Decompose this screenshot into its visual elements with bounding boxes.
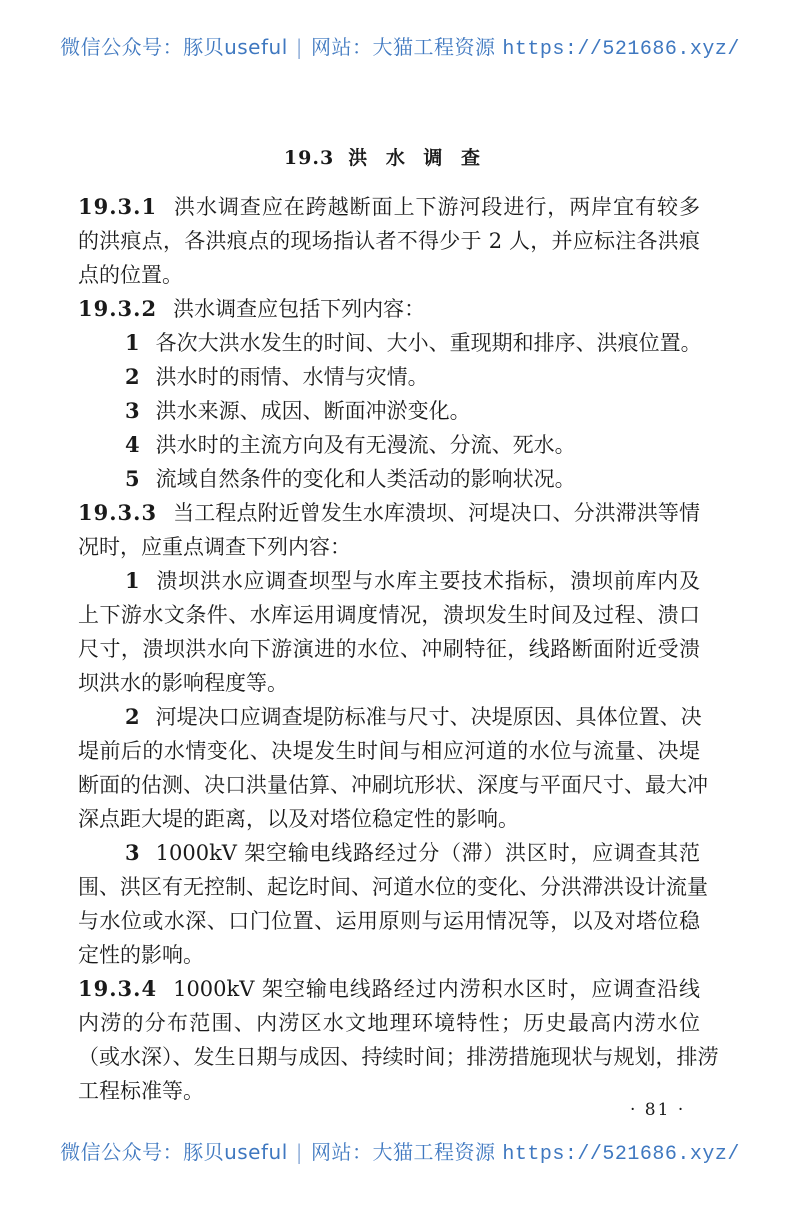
list-item: [78, 564, 700, 700]
text-line: [78, 836, 700, 870]
line-text: 洪水时的雨情、水情与灾情。: [155, 365, 429, 389]
section-number: 19.3: [283, 147, 335, 169]
line-text: 溃坝洪水应调查坝型与水库主要技术指标，溃坝前库内及: [155, 569, 700, 593]
line-text: 上下游水文条件、水库运用调度情况，溃坝发生时间及过程、溃口: [78, 603, 700, 627]
list-item: [78, 360, 700, 394]
line-text: 堤前后的水情变化、决堤发生时间与相应河道的水位与流量、决堤: [78, 739, 700, 763]
text-line: [78, 564, 700, 598]
text-line: [78, 394, 700, 428]
line-text: 河堤决口应调查堤防标准与尺寸、决堤原因、具体位置、决: [155, 705, 702, 729]
line-text: 尺寸，溃坝洪水向下游演进的水位、冲刷特征，线路断面附近受溃: [78, 637, 700, 661]
text-line: [78, 326, 700, 360]
text-line: [78, 666, 700, 700]
line-text: 的洪痕点，各洪痕点的现场指认者不得少于 2 人，并应标注各洪痕: [78, 229, 700, 253]
watermark-site: 网站：大猫工程资源: [311, 35, 496, 59]
page-number: · 81 ·: [630, 1100, 686, 1120]
text-line: [78, 360, 700, 394]
line-text: 定性的影响。: [78, 943, 204, 967]
list-item: [78, 462, 700, 496]
text-line: [78, 428, 700, 462]
watermark-separator: |: [295, 1140, 304, 1164]
text-line: [78, 292, 700, 326]
text-line: [78, 496, 700, 530]
item-number: 5: [125, 466, 140, 491]
item-number: 2: [125, 704, 140, 729]
line-text: 洪水时的主流方向及有无漫流、分流、死水。: [155, 433, 576, 457]
text-line: [78, 972, 700, 1006]
watermark-site: 网站：大猫工程资源: [311, 1140, 496, 1164]
clause-paragraph: [78, 496, 700, 564]
clause-number: 19.3.4: [78, 976, 158, 1001]
list-item: [78, 394, 700, 428]
text-line: [78, 1074, 700, 1108]
watermark-url[interactable]: https://521686.xyz/: [502, 1143, 740, 1166]
text-line: [78, 190, 700, 224]
watermark-prefix: 微信公众号：豚贝useful: [60, 35, 288, 59]
item-number: 3: [125, 398, 140, 423]
clause-paragraph: [78, 190, 700, 292]
clause-number: 19.3.3: [78, 500, 158, 525]
item-number: 2: [125, 364, 140, 389]
text-line: [78, 734, 700, 768]
line-text: 洪水来源、成因、断面冲淤变化。: [155, 399, 471, 423]
watermark-url[interactable]: https://521686.xyz/: [502, 38, 740, 61]
watermark-footer: [0, 1136, 800, 1166]
text-line: [78, 700, 700, 734]
line-text: 洪水调查应包括下列内容：: [173, 297, 426, 321]
line-text: 况时，应重点调查下列内容：: [78, 535, 351, 559]
section-title: [0, 143, 770, 170]
text-line: [78, 904, 700, 938]
line-text: 围、洪区有无控制、起讫时间、河道水位的变化、分洪滞洪设计流量: [78, 875, 708, 899]
item-number: 4: [125, 432, 140, 457]
watermark-prefix: 微信公众号：豚贝useful: [60, 1140, 288, 1164]
watermark-separator: |: [295, 35, 304, 59]
text-line: [78, 768, 708, 802]
text-line: [78, 802, 700, 836]
text-line: [78, 1040, 719, 1074]
line-text: 深点距大堤的距离，以及对塔位稳定性的影响。: [78, 807, 519, 831]
list-item: [78, 326, 700, 360]
line-text: 1000kV 架空输电线路经过内涝积水区时，应调查沿线: [173, 977, 700, 1001]
document-body: [78, 190, 719, 1108]
text-line: [78, 530, 700, 564]
text-line: [78, 462, 700, 496]
clause-paragraph: [78, 292, 700, 326]
clause-number: 19.3.1: [78, 194, 158, 219]
text-line: [78, 632, 700, 666]
text-line: [78, 224, 700, 258]
line-text: 当工程点附近曾发生水库溃坝、河堤决口、分洪滞洪等情: [173, 501, 700, 525]
text-line: [78, 258, 700, 292]
item-number: 1: [125, 568, 140, 593]
clause-paragraph: [78, 972, 719, 1108]
item-number: 1: [125, 330, 140, 355]
line-text: 坝洪水的影响程度等。: [78, 671, 288, 695]
text-line: [78, 598, 700, 632]
line-text: 断面的估测、决口洪量估算、冲刷坑形状、深度与平面尺寸、最大冲: [78, 773, 708, 797]
list-item: [78, 700, 708, 836]
line-text: 各次大洪水发生的时间、大小、重现期和排序、洪痕位置。: [155, 331, 702, 355]
line-text: （或水深）、发生日期与成因、持续时间；排涝措施现状与规划，排涝: [78, 1045, 719, 1069]
line-text: 工程标准等。: [78, 1079, 204, 1103]
list-item: [78, 428, 700, 462]
text-line: [78, 870, 708, 904]
line-text: 洪水调查应在跨越断面上下游河段进行，两岸宜有较多: [173, 195, 700, 219]
watermark-header: [0, 31, 800, 61]
section-title-text: 洪 水 调 查: [348, 147, 487, 169]
clause-number: 19.3.2: [78, 296, 158, 321]
item-number: 3: [125, 840, 140, 865]
text-line: [78, 938, 700, 972]
list-item: [78, 836, 708, 972]
line-text: 流域自然条件的变化和人类活动的影响状况。: [155, 467, 576, 491]
line-text: 与水位或水深、口门位置、运用原则与运用情况等，以及对塔位稳: [78, 909, 700, 933]
line-text: 点的位置。: [78, 263, 183, 287]
line-text: 内涝的分布范围、内涝区水文地理环境特性；历史最高内涝水位: [78, 1011, 700, 1035]
text-line: [78, 1006, 700, 1040]
line-text: 1000kV 架空输电线路经过分（滞）洪区时，应调查其范: [155, 841, 700, 865]
